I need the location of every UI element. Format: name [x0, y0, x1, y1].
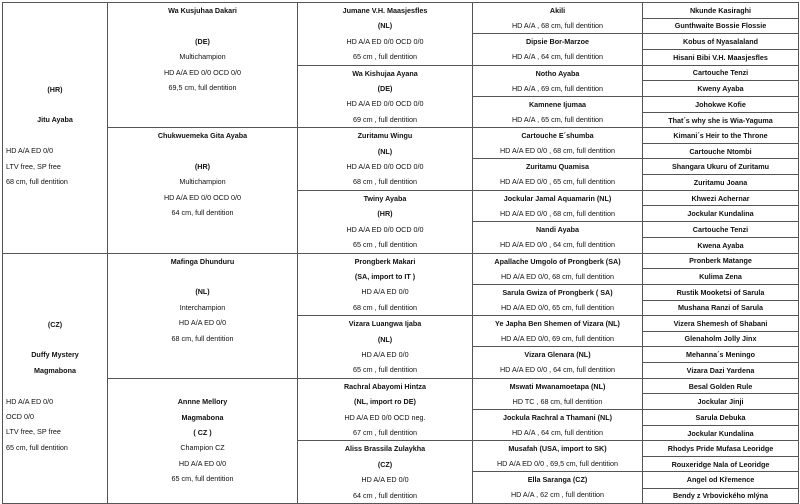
gen5-cell: Zuritamu Joana — [643, 175, 799, 191]
gen3-health: HD A/A ED 0/0 OCD 0/0 — [346, 36, 424, 46]
gen4-info: HD A/A , 68 cm, full dentition — [511, 21, 604, 30]
gen4-name: Mswati Mwanamoetapa (NL) — [509, 381, 606, 391]
gen3-country: (DE) — [377, 84, 393, 94]
gen3-country: (NL, import ro DE) — [354, 397, 416, 407]
gen5-cell: Jockular Kundalina — [643, 206, 799, 222]
gen4-info: HD A/A , 64 cm, full dentition — [511, 427, 604, 437]
gen4-info: HD A/A , 62 cm , full dentition — [510, 490, 605, 500]
gen5-cell: Vizara Dazi Yardena — [643, 363, 799, 379]
gen3-cell — [298, 128, 473, 191]
gen4-info: HD TC , 68 cm, full dentition — [512, 396, 603, 406]
gen4-name: Nandi Ayaba — [535, 224, 579, 234]
gen3-cell — [298, 253, 473, 316]
gen4-cell — [473, 159, 643, 191]
dams-sire-health: HD A/A ED 0/0 — [6, 396, 54, 406]
gen3-size: 68 cm , full dentition — [353, 302, 417, 312]
gen5-cell: Jockular Jinji — [643, 394, 799, 410]
dams-sire-dam-title: Champion CZ — [180, 443, 225, 453]
dams-sire-dam-size: 65 cm, full dentition — [171, 474, 234, 484]
gen4-cell — [473, 441, 643, 472]
sires-sire-sire-health: HD A/A ED 0/0 OCD 0/0 — [163, 67, 242, 77]
sires-sire-size: 68 cm, full dentition — [6, 176, 68, 186]
gen5-cell: Shangara Ukuru of Zuritamu — [643, 159, 799, 175]
gen4-name: Notho Ayaba — [535, 68, 580, 78]
sires-sire-tests: LTV free, SP free — [6, 161, 61, 171]
gen4-info: HD A/A ED 0/0 , 68 cm, full dentition — [499, 146, 616, 156]
gen3-country: (HR) — [377, 209, 393, 219]
gen5-cell: Rhodys Pride Mufasa Leoridge — [643, 441, 799, 457]
gen4-info: HD A/A ED 0/0, 65 cm, full dentition — [500, 302, 615, 312]
gen3-name: Jumane V.H. Maasjesfles — [342, 6, 428, 15]
gen5-cell: Johokwe Kofie — [643, 96, 799, 112]
gen3-name: Vizara Luangwa Ijaba — [348, 319, 422, 329]
dams-sire-size: 65 cm, full dentition — [6, 442, 68, 452]
sires-sire-sire-cell — [108, 3, 298, 128]
gen4-info: HD A/A , 64 cm, full dentition — [511, 52, 604, 61]
gen5-cell: Besal Golden Rule — [643, 378, 799, 394]
gen4-name: Ye Japha Ben Shemen of Vizara (NL) — [495, 319, 620, 329]
gen4-info: HD A/A ED 0/0, 69 cm, full dentition — [500, 334, 615, 344]
gen3-name: Twiny Ayaba — [363, 193, 407, 203]
sires-sire-dam-country: (HR) — [194, 162, 211, 172]
sires-sire-dam-title: Multichampion — [179, 177, 226, 187]
dams-sire-sire-cell — [108, 253, 298, 378]
dams-sire-ocd: OCD 0/0 — [6, 412, 34, 422]
gen4-cell — [473, 347, 643, 379]
gen4-name: Cartouche E´shumba — [521, 131, 594, 141]
gen3-size: 65 cm , full dentition — [353, 240, 417, 250]
sires-sire-dam-size: 64 cm, full dentition — [171, 208, 234, 218]
gen5-cell: Kimani´s Heir to the Throne — [643, 128, 799, 144]
dams-sire-cell — [3, 253, 108, 504]
gen4-info: HD A/A , 65 cm, full dentition — [511, 114, 604, 124]
gen4-info: HD A/A ED 0/0 , 64 cm, full dentition — [499, 365, 616, 375]
gen4-cell — [473, 316, 643, 347]
dams-sire-name-line2: Magmabona — [34, 365, 76, 375]
sires-sire-sire-country: (DE) — [195, 36, 210, 46]
gen3-cell — [298, 3, 473, 66]
gen3-size: 68 cm , full dentition — [353, 177, 417, 187]
sires-sire-health: HD A/A ED 0/0 — [6, 146, 54, 156]
dams-sire-dam-country: ( CZ ) — [193, 427, 212, 437]
gen4-name: Sarula Gwiza of Prongberk ( SA) — [502, 287, 613, 297]
gen4-info: HD A/A ED 0/0 , 68 cm, full dentition — [499, 208, 616, 218]
gen4-info: HD A/A , 69 cm, full dentition — [511, 83, 604, 93]
dams-sire-sire-health: HD A/A ED 0/0 — [178, 318, 227, 328]
gen4-name: Vizara Glenara (NL) — [524, 350, 591, 360]
gen3-cell — [298, 441, 473, 504]
gen4-name: Zuritamu Quamisa — [525, 162, 590, 172]
gen4-cell — [473, 378, 643, 409]
gen5-cell: Rouxeridge Nala of Leoridge — [643, 456, 799, 472]
sires-sire-dam-name: Chukwuemeka Gita Ayaba — [157, 131, 248, 141]
gen5-cell: Kobus of Nyasalaland — [643, 34, 799, 50]
gen3-size: 64 cm , full dentition — [353, 490, 417, 500]
gen3-cell — [298, 378, 473, 441]
gen3-cell — [298, 190, 473, 253]
gen3-name: Aliss Brassila Zulaykha — [344, 444, 426, 454]
gen4-name: Jockula Rachral a Thamani (NL) — [502, 412, 613, 422]
gen4-info: HD A/A ED 0/0 , 65 cm, full dentition — [499, 177, 616, 187]
dams-sire-dam-health: HD A/A ED 0/0 — [178, 458, 227, 468]
gen4-name: Dipsie Bor-Marzoe — [525, 37, 590, 46]
gen5-cell: That´s why she is Wia-Yaguma — [643, 112, 799, 128]
gen4-cell — [473, 3, 643, 34]
dams-sire-name-line1: Duffy Mystery — [31, 350, 79, 360]
gen4-info: HD A/A ED 0/0 , 64 cm, full dentition — [499, 239, 616, 249]
gen3-health: HD A/A ED 0/0 OCD 0/0 — [346, 162, 424, 172]
gen4-info: HD A/A ED 0/0, 68 cm, full dentition — [500, 271, 615, 281]
gen5-cell: Jockular Kundalina — [643, 425, 799, 441]
gen3-country: (SA, import to IT ) — [354, 271, 416, 281]
dams-sire-country: (CZ) — [47, 319, 63, 329]
dams-sire-sire-country: (NL) — [195, 287, 210, 297]
gen5-cell: Hisani Bibi V.H. Maasjesfles — [643, 50, 799, 66]
gen5-cell: Mehanna´s Meningo — [643, 347, 799, 363]
gen3-country: (CZ) — [377, 459, 393, 469]
gen3-health: HD A/A ED 0/0 OCD 0/0 — [346, 99, 424, 109]
gen3-size: 65 cm , full dentition — [353, 52, 417, 62]
gen4-name: Musafah (USA, import to SK) — [508, 444, 607, 454]
sires-sire-sire-name: Wa Kusjuhaa Dakari — [168, 6, 237, 15]
gen5-cell: Bendy z Vrbovického mlýna — [643, 488, 799, 504]
gen5-cell: Cartouche Ntombi — [643, 143, 799, 159]
sires-sire-name: Jitu Ayaba — [37, 115, 73, 125]
gen4-name: Kamnene Ijumaa — [528, 99, 587, 109]
gen3-size: 65 cm , full dentition — [353, 365, 417, 375]
gen5-cell: Kulima Zena — [643, 269, 799, 285]
gen5-cell: Sarula Debuka — [643, 409, 799, 425]
gen5-cell: Vizera Shemesh of Shabani — [643, 316, 799, 332]
dams-sire-tests: LTV free, SP free — [6, 427, 61, 437]
gen3-country: (NL) — [377, 146, 393, 156]
dams-sire-sire-title: Interchampion — [179, 302, 226, 312]
gen3-name: Zuritamu Wingu — [357, 131, 413, 141]
gen3-country: (NL) — [377, 334, 393, 344]
gen4-name: Apallache Umgolo of Prongberk (SA) — [494, 256, 621, 266]
gen5-cell: Mushana Ranzi of Sarula — [643, 300, 799, 316]
gen5-cell: Rustik Mooketsi of Sarula — [643, 284, 799, 300]
gen3-cell — [298, 316, 473, 379]
gen5-cell: Cartouche Tenzi — [643, 65, 799, 81]
gen4-cell — [473, 253, 643, 284]
gen4-cell — [473, 221, 643, 253]
gen3-health: HD A/A ED 0/0 OCD neg. — [344, 412, 426, 422]
gen4-cell — [473, 34, 643, 66]
gen5-cell: Glenaholm Jolly Jinx — [643, 331, 799, 347]
pedigree-body — [3, 3, 799, 504]
sires-sire-sire-title: Multichampion — [179, 52, 226, 62]
sires-sire-dam-cell — [108, 128, 298, 253]
gen4-cell — [473, 96, 643, 128]
gen3-name: Prongberk Makari — [354, 256, 416, 266]
gen4-info: HD A/A ED 0/0 , 69,5 cm, full dentition — [496, 459, 619, 469]
gen4-name: Akili — [549, 6, 566, 15]
sires-sire-dam-health: HD A/A ED 0/0 OCD 0/0 — [163, 192, 242, 202]
gen3-health: HD A/A ED 0/0 — [361, 475, 409, 485]
gen4-cell — [473, 128, 643, 159]
gen3-name: Wa Kishujaa Ayana — [352, 68, 418, 78]
dams-sire-dam-name-line1: Annne Mellory — [177, 397, 228, 407]
gen5-cell: Kweny Ayaba — [643, 81, 799, 97]
gen5-cell: Kwena Ayaba — [643, 238, 799, 254]
gen3-health: HD A/A ED 0/0 — [361, 287, 409, 297]
dams-sire-dam-cell — [108, 378, 298, 503]
gen3-size: 67 cm , full dentition — [353, 427, 417, 437]
sires-sire-country: (HR) — [47, 84, 63, 94]
gen5-cell: Pronberk Matange — [643, 253, 799, 269]
gen5-cell: Nkunde Kasiraghi — [643, 3, 799, 19]
gen4-name: Jockular Jamal Aquamarin (NL) — [503, 193, 612, 203]
sires-sire-sire-size: 69,5 cm, full dentition — [168, 83, 237, 93]
gen5-cell: Cartouche Tenzi — [643, 221, 799, 237]
sires-sire-cell — [3, 3, 108, 254]
gen5-cell: Angel od Křemence — [643, 472, 799, 488]
gen3-cell — [298, 65, 473, 128]
gen4-cell — [473, 190, 643, 221]
gen4-cell — [473, 409, 643, 441]
gen3-health: HD A/A ED 0/0 OCD 0/0 — [346, 224, 424, 234]
gen4-cell — [473, 284, 643, 316]
dams-sire-sire-name: Mafinga Dhunduru — [170, 256, 235, 266]
gen5-cell: Khwezi Achernar — [643, 190, 799, 206]
gen3-country: (NL) — [377, 21, 393, 31]
gen3-health: HD A/A ED 0/0 — [361, 349, 409, 359]
dams-sire-dam-name-line2: Magmabona — [181, 412, 224, 422]
gen4-name: Ella Saranga (CZ) — [527, 475, 588, 485]
gen3-size: 69 cm , full dentition — [353, 114, 417, 124]
pedigree-table — [2, 2, 799, 504]
gen3-name: Rachral Abayomi Hintza — [343, 381, 426, 391]
gen4-cell — [473, 65, 643, 96]
dams-sire-sire-size: 68 cm, full dentition — [171, 333, 234, 343]
gen5-cell: Gunthwaite Bossie Flossie — [643, 18, 799, 34]
